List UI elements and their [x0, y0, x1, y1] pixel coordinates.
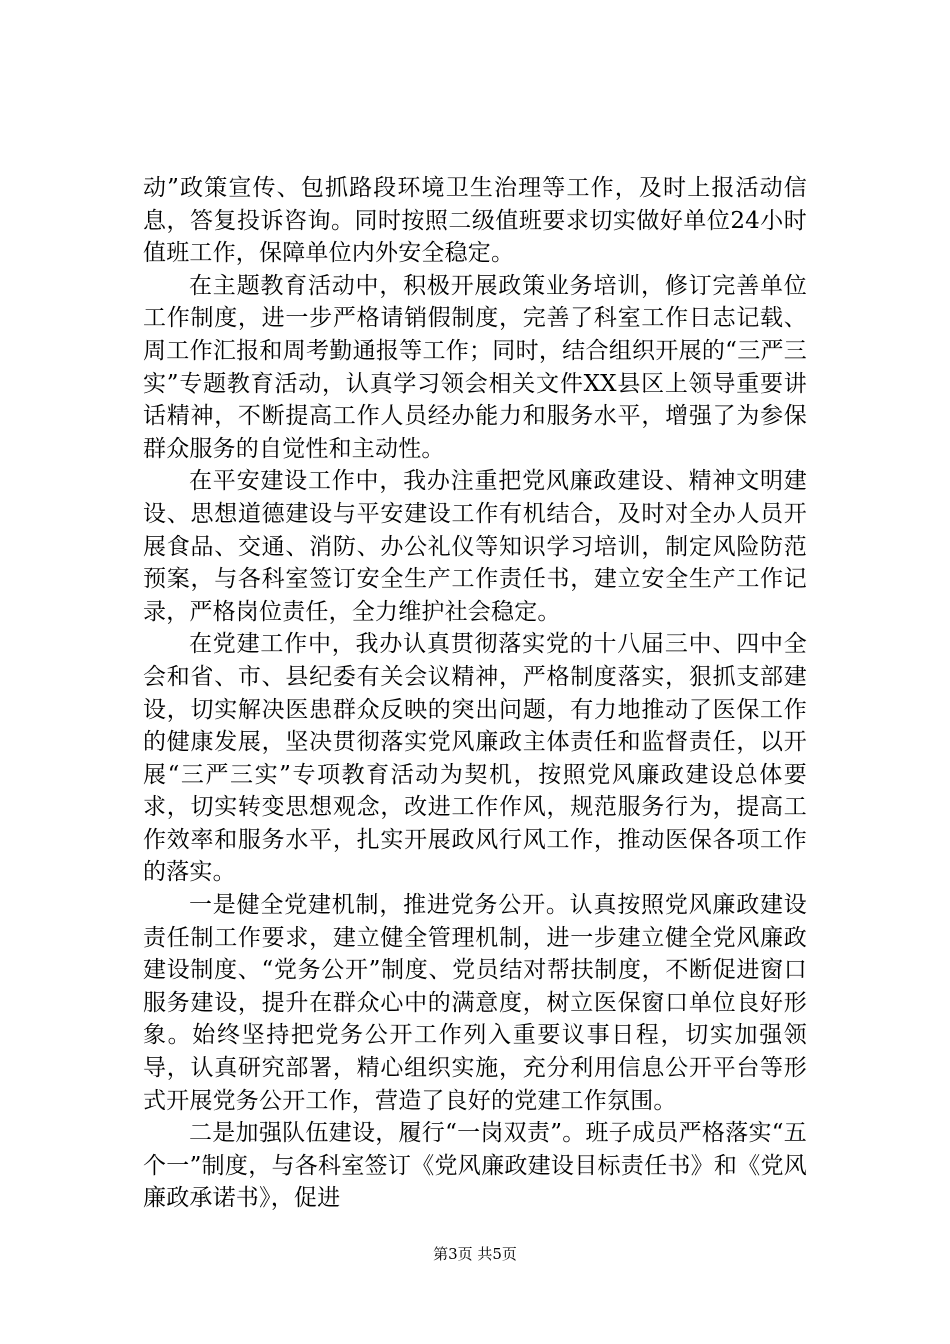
document-body — [143, 172, 807, 1215]
paragraph-team-building: 二是加强队伍建设，履行“一岗双责”。班子成员严格落实“五个一”制度，与各科室签订《党风廉政建设目标责任书》和《党风廉政承诺书》，促进 — [143, 1120, 807, 1212]
paragraph-safety-construction: 在平安建设工作中，我办注重把党风廉政建设、精神文明建设、思想道德建设与平安建设工作有机结合，及时对全办人员开展食品、交通、消防、办公礼仪等知识学习培训，制定风险防范预案，与各科室签订安全生产工作责任书，建立安全生产工作记录，严格岗位责任，全力维护社会稳定。 — [143, 468, 807, 625]
paragraph-party-building: 在党建工作中，我办认真贯彻落实党的十八届三中、四中全会和省、市、县纪委有关会议精神，严格制度落实，狠抓支部建设，切实解决医患群众反映的突出问题，有力地推动了医保工作的健康发展，坚决贯彻落实党风廉政主体责任和监督责任，以开展“三严三实”专项教育活动为契机，按照党风廉政建设总体要求，切实转变思想观念，改进工作作风，规范服务行为，提高工作效率和服务水平，扎实开展政风行风工作，推动医保各项工作的落实。 — [143, 631, 807, 886]
paragraph-party-mechanism: 一是健全党建机制，推进党务公开。认真按照党风廉政建设责任制工作要求，建立健全管理机制，进一步建立健全党风廉政建设制度、“党务公开”制度、党员结对帮扶制度，不断促进窗口服务建设，提升在群众心中的满意度，树立医保窗口单位良好形象。始终坚持把党务公开工作列入重要议事日程，切实加强领导，认真研究部署，精心组织实施，充分利用信息公开平台等形式开展党务公开工作，营造了良好的党建工作氛围。 — [143, 892, 807, 1114]
paragraph-theme-education: 在主题教育活动中，积极开展政策业务培训，修订完善单位工作制度，进一步严格请销假制度，完善了科室工作日志记载、周工作汇报和周考勤通报等工作；同时，结合组织开展的“三严三实”专题教育活动，认真学习领会相关文件XX县区上领导重要讲话精神，不断提高工作人员经办能力和服务水平，增强了为参保群众服务的自觉性和主动性。 — [143, 272, 807, 462]
paragraph-continued: 动”政策宣传、包抓路段环境卫生治理等工作，及时上报活动信息，答复投诉咨询。同时按照二级值班要求切实做好单位24小时值班工作，保障单位内外安全稳定。 — [143, 175, 807, 267]
page-footer: 第3页 共5页 — [433, 1245, 517, 1263]
